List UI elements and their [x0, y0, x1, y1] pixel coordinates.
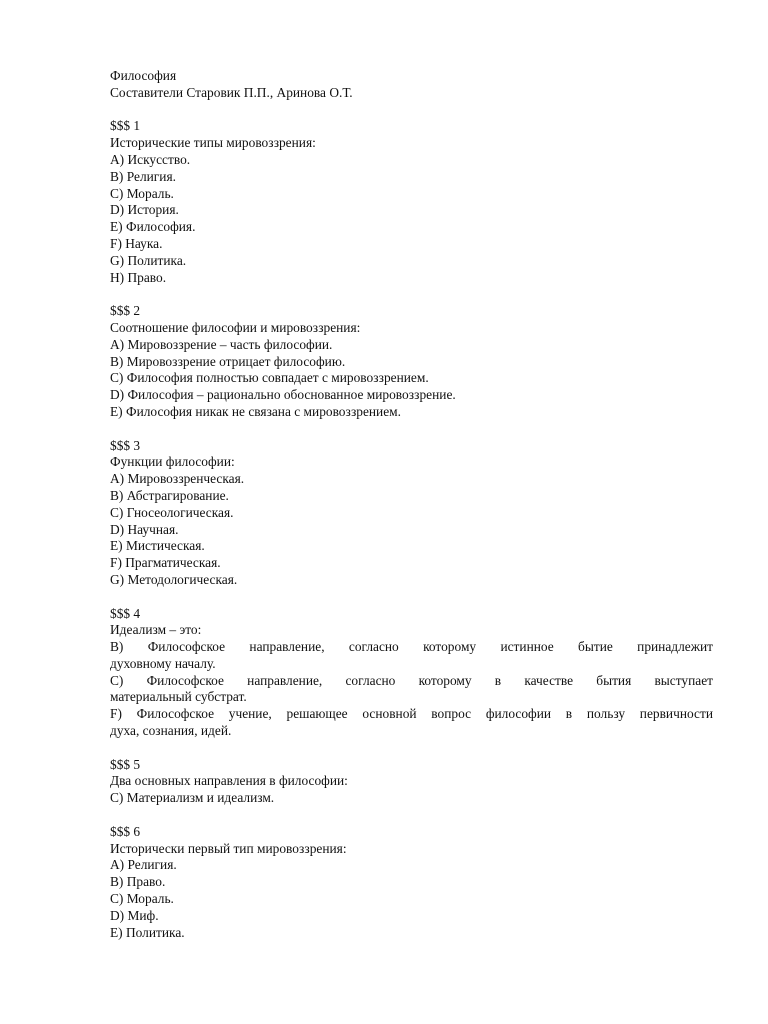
document-body [110, 68, 713, 941]
answer-option: E) Мистическая. [110, 538, 205, 554]
answer-option: B) Философское направление, согласно которому истинное бытие принадлежит [110, 639, 713, 655]
answer-option: D) Миф. [110, 907, 159, 923]
question-prompt: Исторические типы мировоззрения: [110, 135, 316, 151]
question-prompt: Функции философии: [110, 454, 235, 470]
spacer [110, 807, 713, 824]
question-block [110, 757, 713, 807]
question-header: $$$ 3 [110, 437, 141, 453]
answer-option: B) Религия. [110, 168, 176, 184]
question-prompt: Два основных направления в философии: [110, 773, 348, 789]
question-block [110, 118, 713, 286]
answer-option: A) Мировоззренческая. [110, 471, 245, 487]
question-prompt: Соотношение философии и мировоззрения: [110, 319, 361, 335]
answer-option: E) Философия. [110, 219, 196, 235]
question-prompt: Идеализм – это: [110, 622, 202, 638]
question-header: $$$ 6 [110, 823, 141, 839]
answer-option: G) Методологическая. [110, 571, 238, 587]
answer-option: F) Наука. [110, 235, 163, 251]
question-block [110, 606, 713, 740]
answer-option: B) Мировоззрение отрицает философию. [110, 353, 346, 369]
answer-option: E) Политика. [110, 924, 185, 940]
answer-option: C) Философское направление, согласно которому в качестве бытия выступает [110, 672, 713, 688]
question-header: $$$ 4 [110, 605, 141, 621]
question-block [110, 303, 713, 421]
answer-option: F) Философское учение, решающее основной вопрос философии в пользу первичности [110, 706, 713, 722]
answer-option: E) Философия никак не связана с мировоззрением. [110, 403, 401, 419]
answer-option-continuation: духа, сознания, идей. [110, 723, 232, 739]
answer-option: C) Мораль. [110, 185, 174, 201]
answer-option-continuation: духовному началу. [110, 655, 216, 671]
answer-option: G) Политика. [110, 252, 187, 268]
spacer [110, 740, 713, 757]
document-authors: Составители Старовик П.П., Аринова О.Т. [110, 84, 353, 100]
answer-option: F) Прагматическая. [110, 555, 221, 571]
question-header: $$$ 5 [110, 756, 141, 772]
question-header: $$$ 2 [110, 303, 141, 319]
document-title: Философия [110, 68, 177, 83]
answer-option: D) Научная. [110, 521, 179, 537]
spacer [110, 102, 713, 119]
spacer [110, 421, 713, 438]
answer-option: A) Мировоззрение – часть философии. [110, 336, 333, 352]
answer-option: D) История. [110, 202, 179, 218]
answer-option: A) Искусство. [110, 151, 191, 167]
question-block [110, 438, 713, 589]
answer-option: D) Философия – рационально обоснованное мировоззрение. [110, 387, 456, 403]
answer-option: B) Право. [110, 874, 166, 890]
answer-option: C) Материализм и идеализм. [110, 790, 275, 806]
spacer [110, 589, 713, 606]
answer-option: H) Право. [110, 269, 167, 285]
answer-option: A) Религия. [110, 857, 177, 873]
question-prompt: Исторически первый тип мировоззрения: [110, 840, 347, 856]
answer-option: B) Абстрагирование. [110, 487, 229, 503]
answer-option: C) Философия полностью совпадает с мировоззрением. [110, 370, 429, 386]
answer-option: C) Гносеологическая. [110, 504, 234, 520]
spacer [110, 286, 713, 303]
question-header: $$$ 1 [110, 118, 141, 134]
question-block [110, 824, 713, 942]
answer-option: C) Мораль. [110, 891, 174, 907]
answer-option-continuation: материальный субстрат. [110, 689, 247, 705]
